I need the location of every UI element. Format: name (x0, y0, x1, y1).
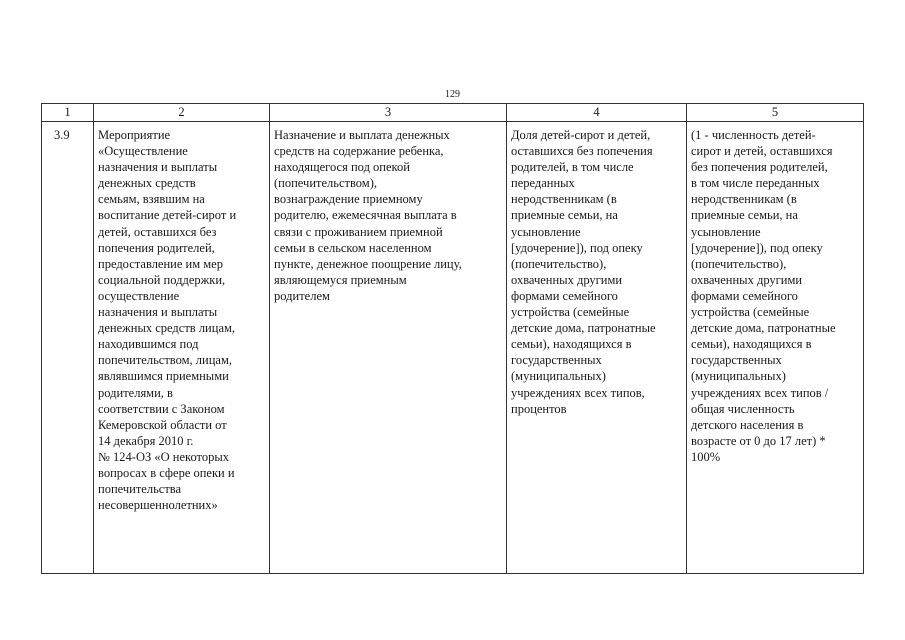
column-header-2: 2 (94, 104, 270, 122)
column-header-3: 3 (270, 104, 507, 122)
formula-cell: (1 - численность детей- сирот и детей, оставшихся без попечения родителей, в том числе переданных неродственникам (в приемные семьи, на усыновление [удочерение]), под опеку (попечительство), охваченных другими формами семейного устройства (семейные детские дома, патронатные семьи), находящихся в государственных (муниципальных) учреждениях всех типов / общая численность детского населения в возрасте от 0 до 17 лет) * 100% (687, 122, 864, 574)
header-row (42, 104, 864, 122)
page-number: 129 (445, 89, 460, 100)
event-name-cell: Мероприятие «Осуществление назначения и выплаты денежных средств семьям, взявшим на воспитание детей-сирот и детей, оставшихся без попечения родителей, предоставление им мер социальной поддержки, осуществление назначения и выплаты денежных средств лицам, находившимся под попечительством, лицам, являвшимся приемными родителями, в соответствии с Законом Кемеровской области от 14 декабря 2010 г. № 124-ОЗ «О некоторых вопросах в сфере опеки и попечительства несовершеннолетних» (94, 122, 270, 574)
column-header-4: 4 (507, 104, 687, 122)
column-header-5: 5 (687, 104, 864, 122)
indicator-cell: Доля детей-сирот и детей, оставшихся без попечения родителей, в том числе переданных неродственникам (в приемные семьи, на усыновление [удочерение]), под опеку (попечительство), охваченных другими формами семейного устройства (семейные детские дома, патронатные семьи), находящихся в государственных (муниципальных) учреждениях всех типов, процентов (507, 122, 687, 574)
description-cell: Назначение и выплата денежных средств на содержание ребенка, находящегося под опекой (попечительством), вознаграждение приемному родителю, ежемесячная выплата в связи с проживанием приемной семьи в сельском населенном пункте, денежное поощрение лицу, являющемуся приемным родителем (270, 122, 507, 574)
row-number: 3.9 (42, 122, 94, 574)
table-body (42, 122, 864, 574)
table-header (42, 104, 864, 122)
table-row (42, 122, 864, 574)
program-table (41, 103, 864, 574)
column-header-1: 1 (42, 104, 94, 122)
